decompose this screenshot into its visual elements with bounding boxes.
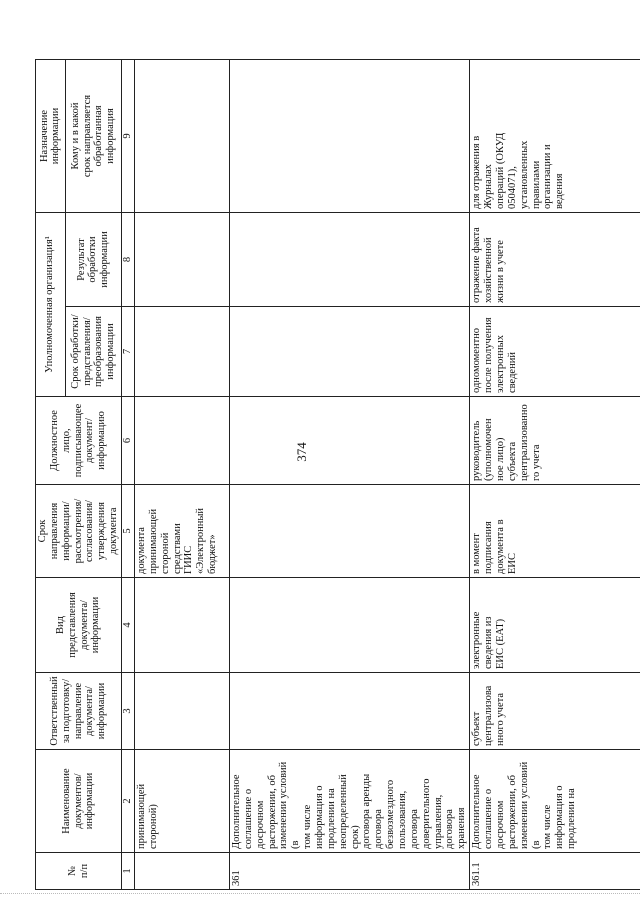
column-number: 9 — [122, 60, 135, 213]
header-signer: Должностное лицо, подписывающее документ/ информацию — [36, 397, 122, 485]
row-signer — [135, 397, 230, 485]
row-destination — [135, 60, 230, 213]
row-signer: руководитель (уполномочен ное лицо) субъекта централизованно го учета — [470, 397, 640, 485]
row-num: 361.1 — [470, 853, 640, 890]
row-destination: для отражения в Журналах операций (ОКУД 0504071), установленных правилами организации и ведения — [470, 60, 640, 213]
header-row-top — [36, 60, 66, 890]
rotated-table-wrapper — [35, 60, 578, 890]
row-kind — [230, 578, 470, 673]
row-num: 361 — [230, 853, 470, 890]
header-destination-group: Назначение информации — [36, 60, 66, 213]
row-num — [135, 853, 230, 890]
row-processing-term — [135, 307, 230, 397]
row-signer — [230, 397, 470, 485]
header-deadline: Срок направления информации/ рассмотрения/ согласования/ утверждения документа — [36, 485, 122, 578]
column-number: 5 — [122, 485, 135, 578]
header-processing-term: Срок обработки/ представления/ преобразования информации — [65, 307, 121, 397]
header-kind: Вид представления документа/ информации — [36, 578, 122, 673]
row-responsible — [230, 673, 470, 750]
column-number: 7 — [122, 307, 135, 397]
row-deadline — [230, 485, 470, 578]
row-processing-term — [230, 307, 470, 397]
table-row — [470, 60, 640, 890]
column-number: 3 — [122, 673, 135, 750]
row-deadline: в момент подписания документа в ЕИС — [470, 485, 640, 578]
scan-edge-divider — [0, 893, 640, 898]
row-kind — [135, 578, 230, 673]
header-num: № п/п — [36, 853, 122, 890]
column-number: 6 — [122, 397, 135, 485]
column-number: 8 — [122, 213, 135, 307]
row-kind: электронные сведения из ЕИС (ЕАТ) — [470, 578, 640, 673]
header-document-name: Наименование документов/ информации — [36, 750, 122, 853]
row-processing-result: отражение факта хозяйственной жизни в учете — [470, 213, 640, 307]
header-responsible: Ответственный за подготовку/ направление документа/ информации — [36, 673, 122, 750]
document-table — [35, 59, 640, 890]
row-document-name: Дополнительное соглашение о досрочном расторжении, об изменении условий (в том числе информация о продлении на — [470, 750, 640, 853]
row-document-name: принимающей стороной) — [135, 750, 230, 853]
header-destination: Кому и в какой срок направляется обработанная информация — [65, 60, 121, 213]
table-row — [230, 60, 470, 890]
header-processing-result: Результат обработки информации — [65, 213, 121, 307]
row-processing-result — [230, 213, 470, 307]
row-destination — [230, 60, 470, 213]
column-number: 4 — [122, 578, 135, 673]
row-document-name: Дополнительное соглашение о досрочном расторжении, об изменении условий (в том числе информация о продлении на неопределенный срок) договора аренды договора безвозмездного пользования, договора доверительного управления, договора хранения — [230, 750, 470, 853]
table-row — [135, 60, 230, 890]
row-responsible: субъект централизова нного учета — [470, 673, 640, 750]
column-number: 2 — [122, 750, 135, 853]
row-responsible — [135, 673, 230, 750]
page-number: 374 — [294, 442, 309, 462]
header-authorized-organization: Уполномоченная организация¹ — [36, 213, 66, 397]
column-number: 1 — [122, 853, 135, 890]
row-processing-term: одномоментно после получения электронных сведений — [470, 307, 640, 397]
row-deadline: документа принимающей стороной средствами ГИИС «Электронный бюджет» — [135, 485, 230, 578]
column-number-row — [122, 60, 135, 890]
row-processing-result — [135, 213, 230, 307]
